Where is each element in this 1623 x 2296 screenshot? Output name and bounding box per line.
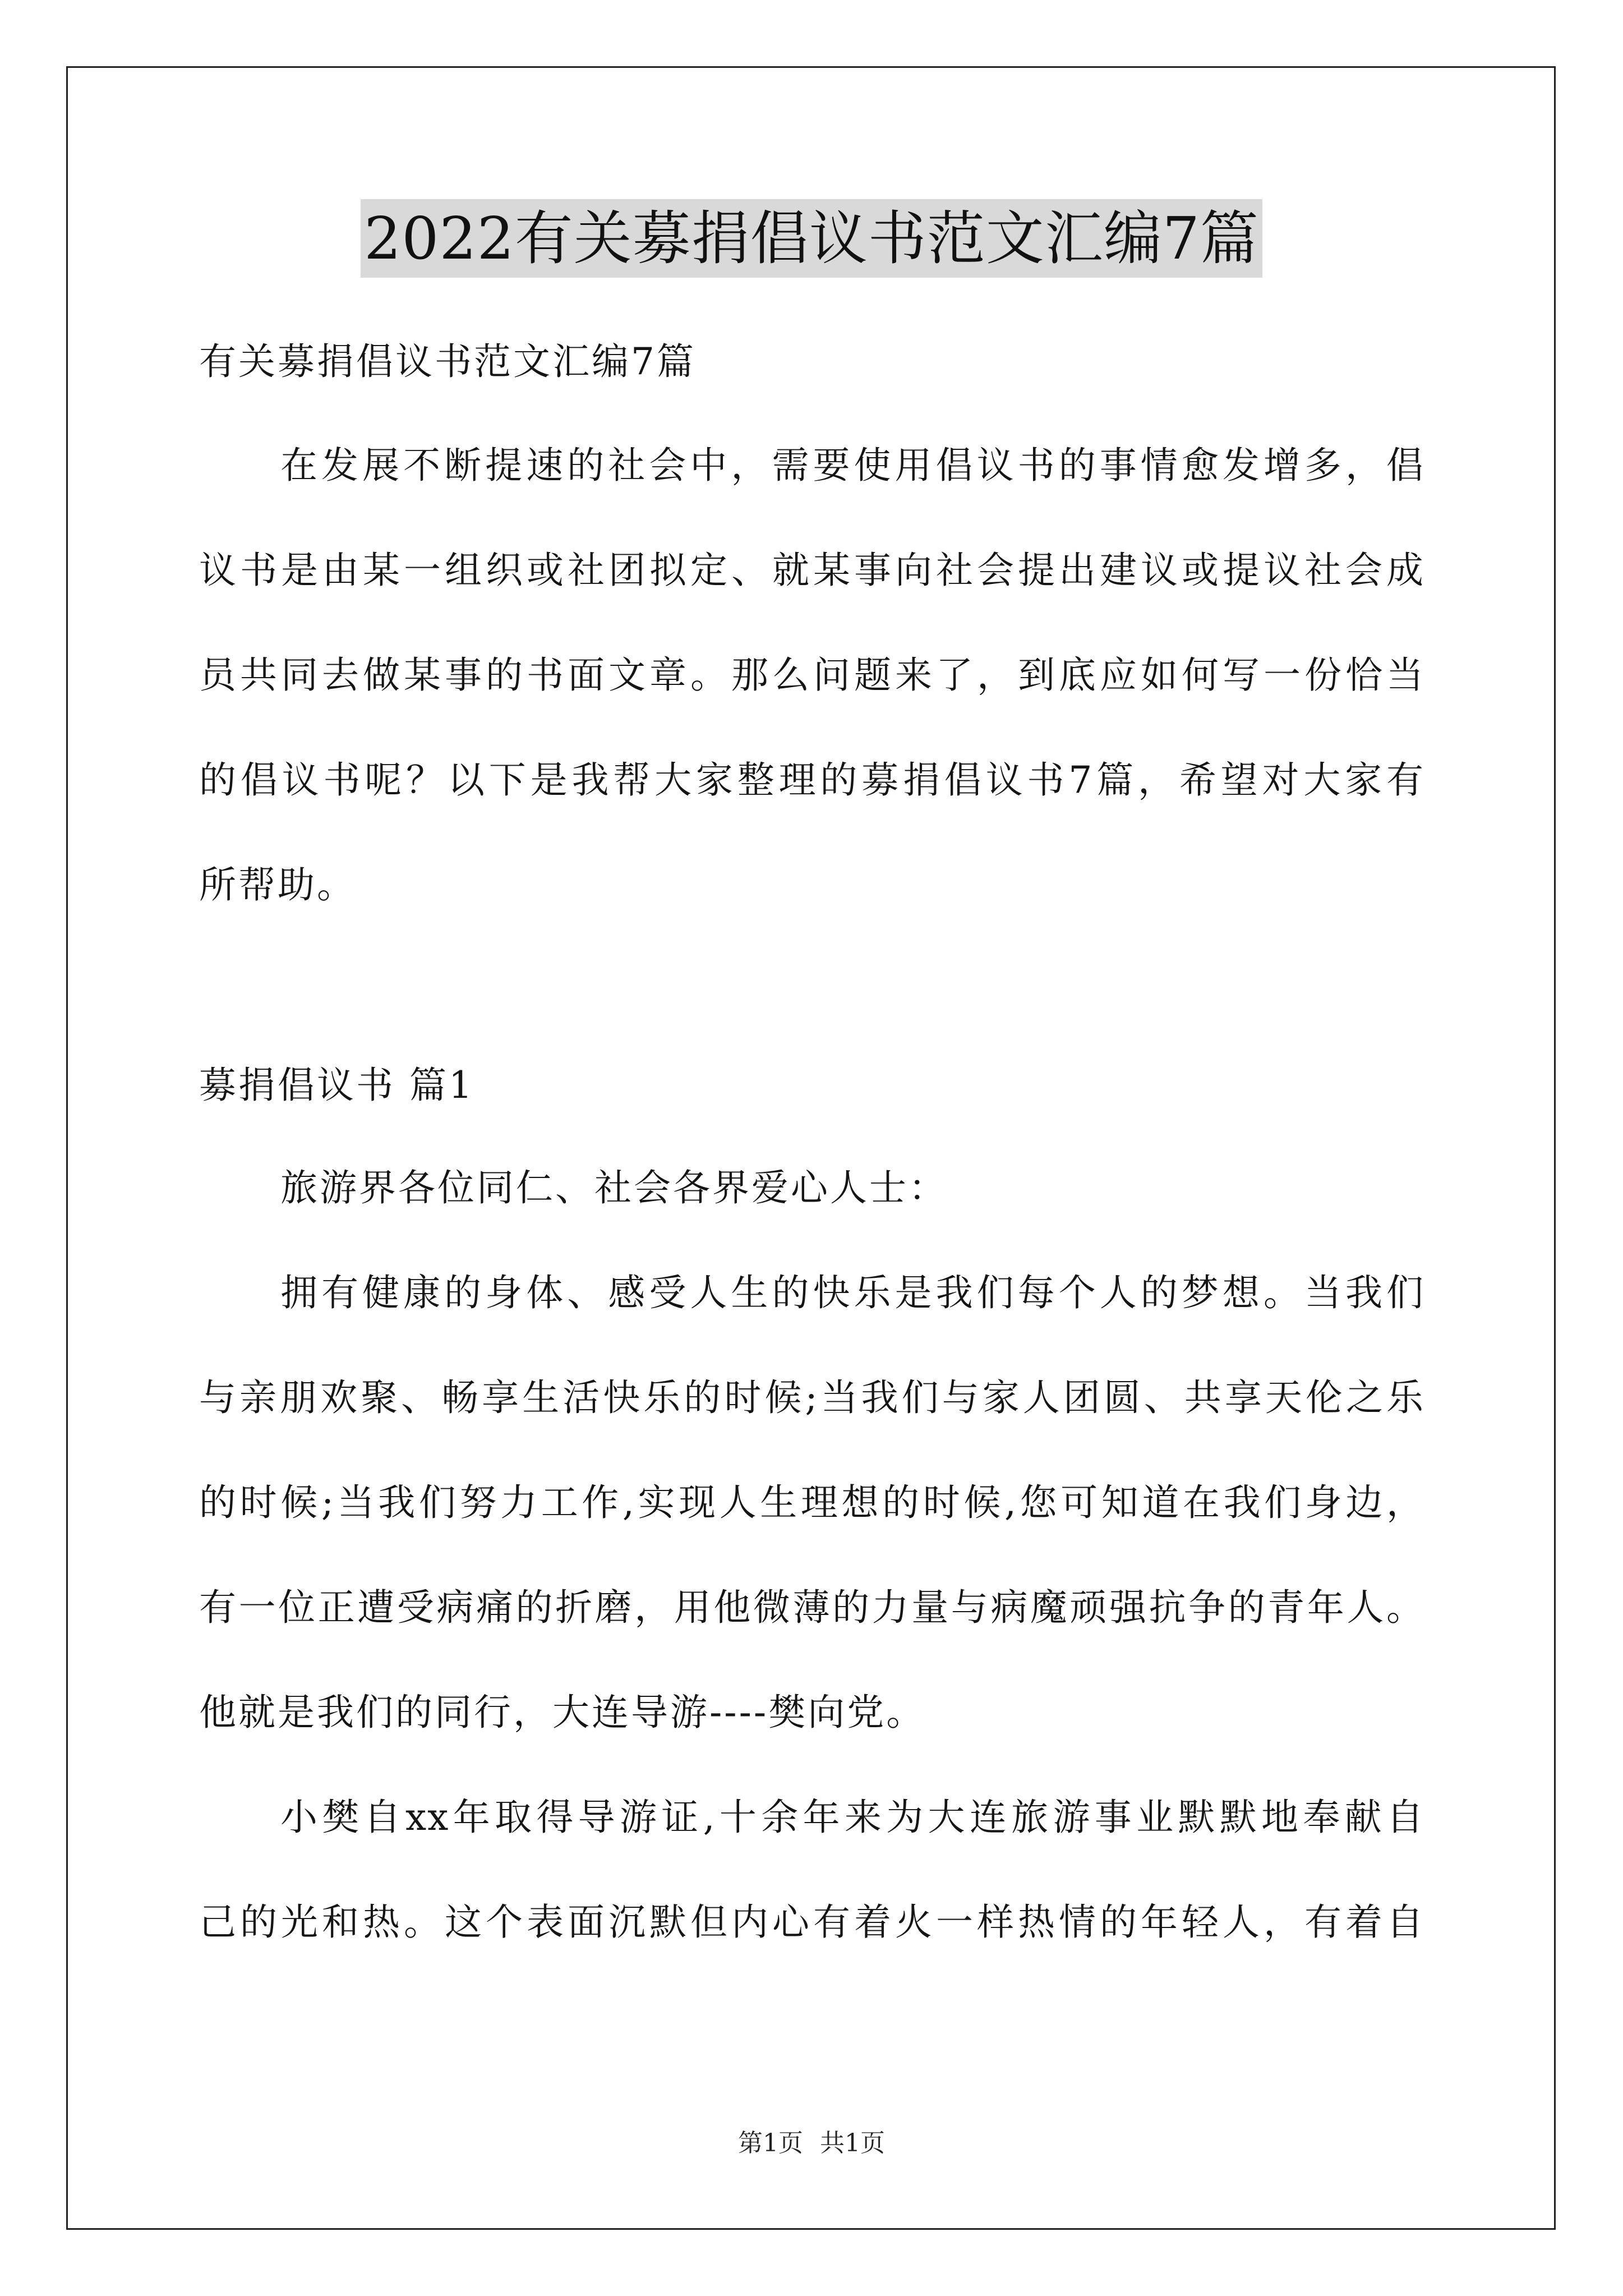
- page-footer: [0, 2128, 1623, 2159]
- para1-line-2: 与亲朋欢聚、畅享生活快乐的时候;当我们与家人团圆、共享天伦之乐: [199, 1376, 1424, 1419]
- intro-line-5: 所帮助。: [199, 863, 356, 907]
- intro-line-2: 议书是由某一组织或社团拟定、就某事向社会提出建议或提议社会成: [199, 549, 1424, 592]
- document-title: 2022有关募捐倡议书范文汇编7篇: [361, 199, 1262, 278]
- para1-line-3: 的时候;当我们努力工作,实现人生理想的时候,您可知道在我们身边，: [199, 1481, 1424, 1524]
- intro-line-4: 的倡议书呢？以下是我帮大家整理的募捐倡议书7篇，希望对大家有: [199, 758, 1424, 802]
- intro-line-1: 在发展不断提速的社会中，需要使用倡议书的事情愈发增多，倡: [280, 444, 1424, 487]
- page-number-total: 共1页: [820, 2129, 885, 2157]
- para1-line-5: 他就是我们的同行，大连导游----樊向党。: [199, 1691, 926, 1734]
- para2-line-1: 小樊自xx年取得导游证,十余年来为大连旅游事业默默地奉献自: [280, 1796, 1424, 1839]
- para2-line-2: 己的光和热。这个表面沉默但内心有着火一样热情的年轻人，有着自: [199, 1901, 1424, 1944]
- document-subtitle: 有关募捐倡议书范文汇编7篇: [199, 340, 696, 383]
- para1-line-4: 有一位正遭受病痛的折磨，用他微薄的力量与病魔顽强抗争的青年人。: [199, 1586, 1424, 1629]
- salutation: 旅游界各位同仁、社会各界爱心人士：: [280, 1166, 948, 1209]
- title-container: [0, 199, 1623, 278]
- section-heading: 募捐倡议书 篇1: [199, 1064, 474, 1107]
- para1-line-1: 拥有健康的身体、感受人生的快乐是我们每个人的梦想。当我们: [280, 1271, 1424, 1314]
- intro-line-3: 员共同去做某事的书面文章。那么问题来了，到底应如何写一份恰当: [199, 654, 1424, 697]
- page-number-current: 第1页: [738, 2129, 803, 2157]
